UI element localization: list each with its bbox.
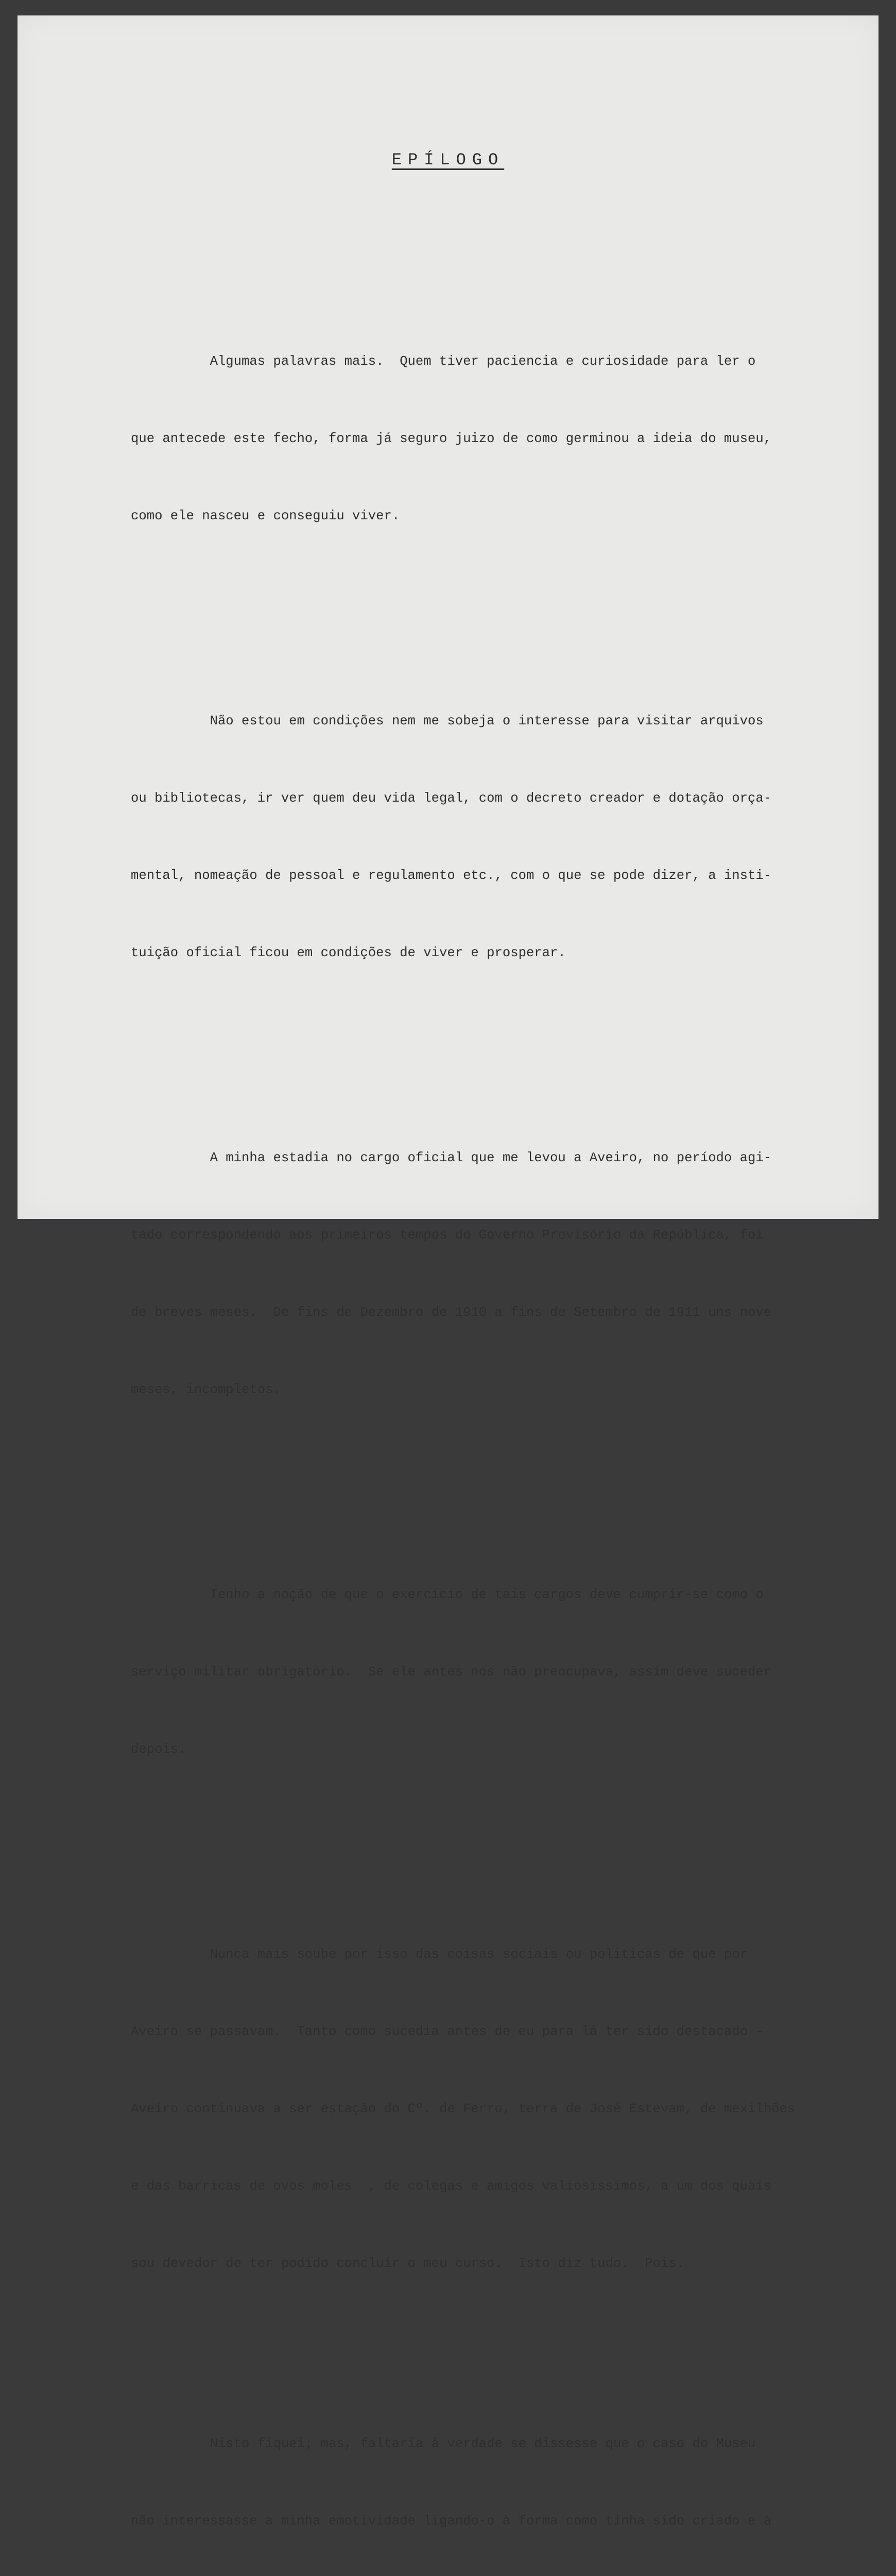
text-line: que antecede este fecho, forma já seguro juizo de como germinou a ideia do museu, [131,431,772,446]
paragraph [131,1094,862,1454]
paragraph [131,1890,862,2328]
text-line: tuição oficial ficou em condições de viver e prosperar. [131,945,566,960]
text-line: Aveiro continuava a ser estação do Cº. de Ferro, terra de José Estevam, de mexilhões [131,2102,796,2116]
text-line: como ele nasceu e conseguiu viver. [131,509,400,523]
title-text: EPÍLOGO [391,150,505,170]
document-page [18,15,878,2529]
text-line: Não estou em condições nem me sobeja o interesse para visitar arquivos [131,714,764,728]
paragraph [131,1531,862,1814]
text-line: e das barricas de ovos moles , de colegas e amigos valiosissimos, a um dos quais [131,2179,772,2194]
document-body [131,246,862,2576]
text-line: tado correspondendo aos primeiros tempos do Governo Provisório da República, foi [131,1228,764,1243]
paragraph [131,297,862,581]
text-line: ou bibliotecas, ir ver quem deu vida legal, com o decreto creador e dotação orça- [131,791,772,806]
text-line: Algumas palavras mais. Quem tiver paciencia e curiosidade para ler o [131,354,756,369]
text-line: Tenho a noção de que o exercício de tais cargos deve cumprir-se como o [131,1587,764,1602]
text-line: serviço militar obrigatório. Se ele antes nos não preocupava, assim deve suceder [131,1665,772,1680]
text-line: meses, incompletos. [131,1382,281,1397]
document-title [18,150,878,170]
text-line: mental, nomeação de pessoal e regulamento etc., com o que se pode dizer, a insti- [131,868,772,883]
text-line: não interessasse a minha emotividade ligando-o à forma como tinha sido criado e à [131,2514,772,2529]
text-line: depois. [131,1742,186,1757]
text-line: Aveiro se passavam. Tanto como sucedia antes de eu para lá ter sido destacado - [131,2024,764,2039]
paragraph [131,657,862,1018]
text-line: Nisto fiquei; mas, faltaria à verdade se dissesse que o caso do Museu [131,2436,756,2451]
text-line: sou devedor de ter podido concluir o meu curso. Isto diz tudo. Pois. [131,2256,685,2271]
text-line: Nunca mais soube por isso das coisas sociais ou politicas de que por [131,1947,748,1962]
text-line: A minha estadia no cargo oficial que me levou a Aveiro, no período agi- [131,1150,772,1165]
paragraph [131,2380,862,2576]
text-line: de breves meses. De fins de Dezembro de 1910 a fins de Setembro de 1911 uns nove [131,1305,772,1320]
